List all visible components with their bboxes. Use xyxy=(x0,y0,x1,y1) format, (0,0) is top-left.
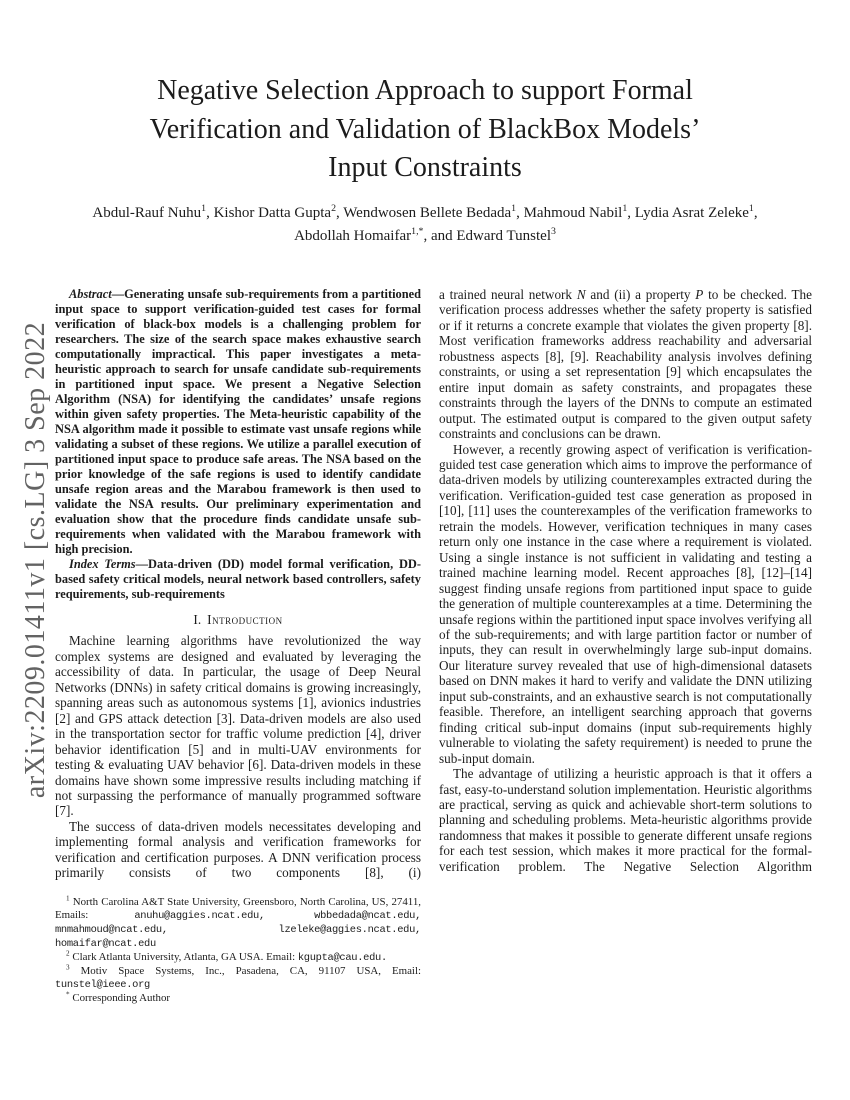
section-heading-introduction xyxy=(55,612,421,627)
footnote-affiliation-3: $^3$ Motiv Space Systems, Inc., Pasadena, CA, 91107 USA, Email: tunstel@ieee.org xyxy=(55,963,421,991)
body-paragraph-heuristic-advantage: The advantage of utilizing a heuristic approach is that it offers a fast, easy-to-understand solution implementation. Heuristic algorithms are practical, serving as quick and achievable short-term solutions to planning and scheduling problems. Meta-heuristic algorithms provide randomness that makes it possible to generate different unsafe regions for each test session, which makes it more practical for the formal-verification problem. The Negative Selection Algorithm xyxy=(439,766,812,874)
paper-title-line-1: Negative Selection Approach to support Formal xyxy=(157,75,693,106)
footnote-corresponding-author: * Corresponding Author xyxy=(66,990,171,1004)
body-paragraph-verification-guided: However, a recently growing aspect of verification is verification-guided test case generation which aims to improve the performance of data-driven models by utilizing counterexamples extracted during the verification. Verification-guided test case generation as proposed in [10], [11] uses the counterexamples of the verification frameworks to retrain the models. However, verification techniques in many cases return only one instance in the case where a requirement is violated. Using a single instance is not sufficient in validating and testing a trained machine learning model. Recent approaches [8], [12]–[14] suggest finding unsafe regions from partitioned input space to guide the generation of multiple counterexamples at a time. Determining the unsafe regions within the partitioned input space involves verifying all of the sub-requirements; and with large partition factor or number of inputs, they can result in overwhelmingly large sub-input domains. Our literature survey revealed that use of high-dimensional datasets based on DNN makes it hard to verify and validate the DNN utilizing input sub-constraints, and an exhaustive search is not computationally feasible. Therefore, an intelligent searching approach that governs finding critical sub-input domains (input sub-requirements highly vulnerable to violating the safety requirement) is needed to prune the sub-input domain. xyxy=(439,441,812,766)
author-line-1: Abdul-Rauf Nuhu$^1$, Kishor Datta Gupta$^2$, Wendwosen Bellete Bedada$^1$, Mahmoud Nabil$^1$, Lydia Asrat Zeleke$^1$, xyxy=(92,203,758,221)
section-numeral: I. xyxy=(193,612,202,627)
paper-title xyxy=(0,72,850,188)
footnote-affiliation-1: $^1$ North Carolina A&T State University, Greensboro, North Carolina, US, 27411, Emails: anuhu@aggies.ncat.edu, wbbedada@ncat.edu, mnmahmoud@ncat.edu, lzeleke@aggies.ncat.edu, homaifar@ncat.edu xyxy=(55,894,422,950)
paper-title-line-2: Verification and Validation of BlackBox Models’ xyxy=(149,113,701,145)
section-title: Introduction xyxy=(207,612,283,627)
intro-paragraph-2: The success of data-driven models necessitates developing and implementing formal analysis and verification frameworks for verification and certification purposes. A DNN verification process primarily consists of two components [8], (i) xyxy=(55,818,421,881)
right-column xyxy=(439,287,812,874)
body-paragraph-continuation: a trained neural network N and (ii) a property P to be checked. The verification process addresses whether the safety property is satisfied or if it returns a concrete example that violates the given property [8]. Most verification frameworks address reachability and adversarial robustness aspects [8], [9]. Reachability analysis involves defining constraints, or using a set representation [9] which encapsulates the entire input domain as safety constraints, and propagates these constraints through the layers of the DNNs to compute an estimated output. The estimated output is compared to the given output safety constraints and conclusions can be drawn. xyxy=(439,287,812,442)
paper-title-line-3: Input Constraints xyxy=(328,152,522,183)
arxiv-watermark: arXiv:2209.01411v1 [cs.LG] 3 Sep 2022 xyxy=(20,321,51,799)
abstract-paragraph: Abstract—Generating unsafe sub-requirements from a partitioned input space to support verification-guided test cases for formal verification of black-box models is a challenging problem for researchers. The size of the search space makes exhaustive search computationally impractical. This paper investigates a meta-heuristic approach to search for unsafe candidate sub-requirements in partitioned input space. We present a Negative Selection Algorithm (NSA) for identifying the candidates’ unsafe regions within given safety properties. The Meta-heuristic capability of the NSA algorithm made it possible to estimate vast unsafe regions while validating a subset of these regions. We utilize a parallel execution of partitioned input space to produce safe areas. The NSA based on the prior knowledge of the safe regions is used to identify candidate unsafe region areas and the Marabou framework is then used to validate the NSA results. Our preliminary experimentation and evaluation show that the procedure finds candidate unsafe sub-requirements when validated with the Marabou framework with high precision. xyxy=(55,287,421,556)
left-column xyxy=(55,287,421,1005)
footnote-block xyxy=(55,896,421,1005)
index-terms-paragraph: Index Terms—Data-driven (DD) model formal verification, DD-based safety critical models, neural network based controllers, safety requirements, sub-requirements xyxy=(55,557,421,601)
author-block xyxy=(0,202,850,248)
footnote-affiliation-2: $^2$ Clark Atlanta University, Atlanta, GA USA. Email: kgupta@cau.edu. xyxy=(66,949,387,964)
author-line-2: Abdollah Homaifar$^{1,*}$, and Edward Tunstel$^3$ xyxy=(294,226,556,244)
intro-paragraph-1: Machine learning algorithms have revolutionized the way complex systems are designed and evaluated by leveraging the accessibility of data. In particular, the usage of Deep Neural Networks (DNNs) in safety critical domains is growing increasingly, spanning areas such as autonomous systems [1], avionics industries [2] and GPS attack detection [3]. Data-driven models are also used in the transportation sector for traffic volume prediction [4], driver behavior identification [5] and in multi-UAV environments for testing & evaluating UAV behavior [6]. Data-driven models in these domains have shown some impressive results including matching if not surpassing the performance of manually programmed software [7]. xyxy=(55,633,421,819)
